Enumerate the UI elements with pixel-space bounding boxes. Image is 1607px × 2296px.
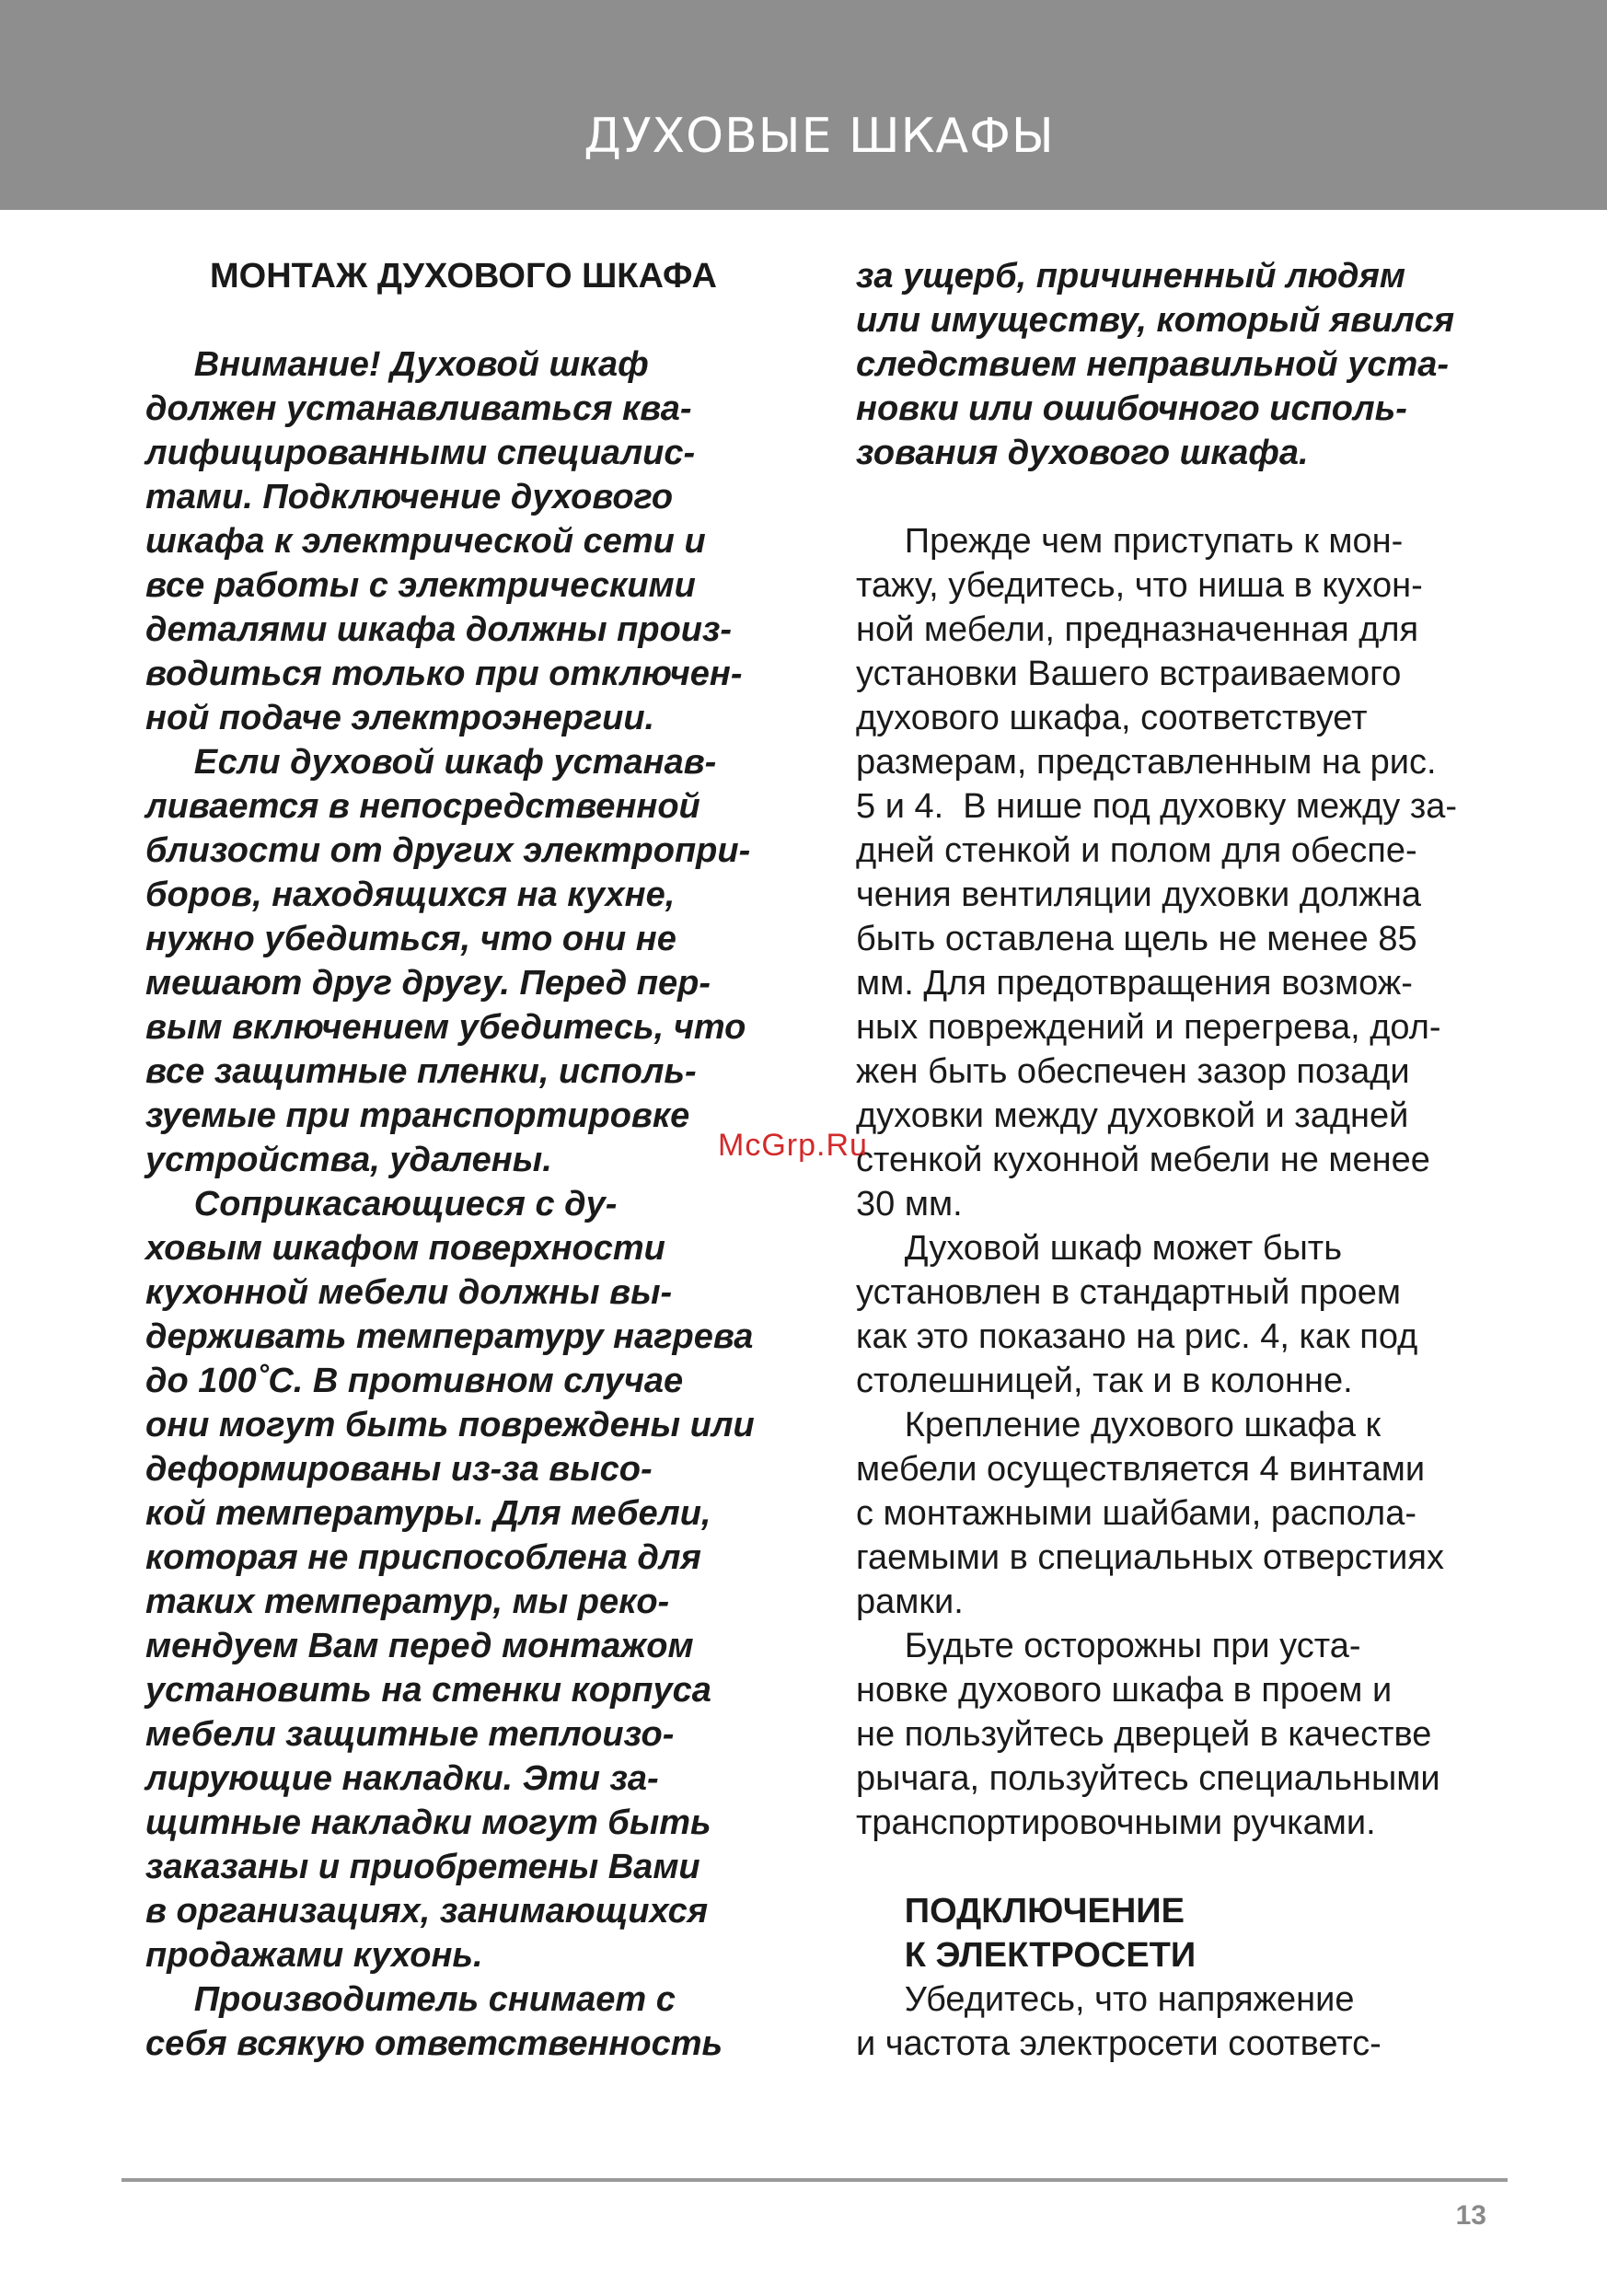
- text-line: они могут быть повреждены или: [145, 1406, 755, 1444]
- text-line: чения вентиляции духовки должна: [856, 875, 1421, 914]
- text-line: устройства, удалены.: [145, 1141, 552, 1179]
- text-line: жен быть обеспечен зазор позади: [856, 1052, 1410, 1091]
- text-line: таких температур, мы реко-: [145, 1583, 670, 1621]
- text-line: 30 мм.: [856, 1185, 963, 1223]
- text-line: новке духового шкафа в проем и: [856, 1671, 1393, 1710]
- text-line: водиться только при отключен-: [145, 655, 743, 693]
- text-line: тами. Подключение духового: [145, 478, 674, 516]
- text-line: рычага, пользуйтесь специальными: [856, 1759, 1440, 1798]
- text-line: деформированы из-за высо-: [145, 1450, 653, 1489]
- text-line: которая не приспособлена для: [145, 1538, 701, 1577]
- text-line: лифицированными специалис-: [145, 434, 696, 472]
- text-line: зования духового шкафа.: [856, 434, 1309, 472]
- header-band: [0, 0, 1607, 210]
- text-line: себя всякую ответственность: [145, 2024, 723, 2063]
- text-line: зуемые при транспортировке: [145, 1096, 690, 1135]
- text-line: Внимание! Духовой шкаф: [145, 345, 649, 384]
- text-line: как это показано на рис. 4, как под: [856, 1317, 1418, 1356]
- text-line: близости от других электропри-: [145, 831, 751, 870]
- text-line: ной мебели, предназначенная для: [856, 610, 1419, 649]
- text-line: размерам, представленным на рис.: [856, 743, 1437, 782]
- text-line: мешают друг другу. Перед пер-: [145, 964, 711, 1003]
- text-line: следствием неправильной уста-: [856, 345, 1450, 384]
- spacer: [856, 1845, 1500, 1889]
- text-line: шкафа к электрической сети и: [145, 522, 706, 561]
- text-line: духового шкафа, соответствует: [856, 699, 1368, 737]
- watermark: McGrp.Ru: [718, 1128, 868, 1163]
- text-line: или имуществу, который явился: [856, 301, 1455, 340]
- text-line: Соприкасающиеся с ду-: [145, 1185, 618, 1223]
- page-title: ДУХОВЫЕ ШКАФЫ: [584, 109, 1055, 164]
- text-line: мм. Для предотвращения возмож-: [856, 964, 1413, 1003]
- text-line: мебели защитные теплоизо-: [145, 1715, 675, 1754]
- text-line: тажу, убедитесь, что ниша в кухон-: [856, 566, 1423, 605]
- text-line: кой температуры. Для мебели,: [145, 1494, 711, 1533]
- text-line: с монтажными шайбами, распола-: [856, 1494, 1416, 1533]
- text-line: ливается в непосредственной: [145, 787, 700, 826]
- text-line: Крепление духового шкафа к: [856, 1406, 1382, 1444]
- left-column: [145, 254, 780, 2066]
- text-line: установки Вашего встраиваемого: [856, 655, 1402, 693]
- text-line: столешницей, так и в колонне.: [856, 1362, 1353, 1400]
- text-line: кухонной мебели должны вы-: [145, 1273, 673, 1312]
- right-tail-paragraph: [856, 1977, 1500, 2066]
- text-line: до 100˚С. В противном случае: [145, 1362, 684, 1400]
- text-line: мендуем Вам перед монтажом: [145, 1627, 694, 1665]
- text-line: все защитные пленки, исполь-: [145, 1052, 697, 1091]
- text-line: за ущерб, причиненный людям: [856, 257, 1405, 296]
- text-line: Будьте осторожны при уста-: [856, 1627, 1361, 1665]
- heading-line: К ЭЛЕКТРОСЕТИ: [856, 1936, 1197, 1975]
- text-line: не пользуйтесь дверцей в качестве: [856, 1715, 1432, 1754]
- text-line: дней стенкой и полом для обеспе-: [856, 831, 1417, 870]
- text-line: Духовой шкаф может быть: [856, 1229, 1343, 1268]
- text-line: установлен в стандартный проем: [856, 1273, 1402, 1312]
- text-line: новки или ошибочного исполь-: [856, 389, 1407, 428]
- text-line: гаемыми в специальных отверстиях: [856, 1538, 1444, 1577]
- spacer: [145, 298, 780, 342]
- section-heading-connection: [856, 1889, 1500, 1977]
- heading-line: ПОДКЛЮЧЕНИЕ: [856, 1892, 1185, 1931]
- text-line: транспортировочными ручками.: [856, 1803, 1376, 1842]
- text-line: духовки между духовкой и задней: [856, 1096, 1409, 1135]
- right-italic-paragraph: [856, 254, 1500, 475]
- text-line: и частота электросети соответс-: [856, 2024, 1382, 2063]
- text-line: заказаны и приобретены Вами: [145, 1848, 700, 1886]
- right-body-paragraphs: [856, 519, 1500, 1845]
- text-line: установить на стенки корпуса: [145, 1671, 711, 1710]
- text-line: 5 и 4. В нише под духовку между за-: [856, 787, 1458, 826]
- right-column: [856, 254, 1500, 2066]
- spacer: [856, 475, 1500, 519]
- text-line: Убедитесь, что напряжение: [856, 1980, 1355, 2019]
- text-line: боров, находящихся на кухне,: [145, 875, 676, 914]
- section-heading-mounting: МОНТАЖ ДУХОВОГО ШКАФА: [210, 257, 717, 296]
- text-line: все работы с электрическими: [145, 566, 696, 605]
- text-line: продажами кухонь.: [145, 1936, 483, 1975]
- text-line: деталями шкафа должны произ-: [145, 610, 733, 649]
- text-line: в организациях, занимающихся: [145, 1892, 709, 1931]
- text-line: ной подаче электроэнергии.: [145, 699, 655, 737]
- footer-rule: [121, 2178, 1508, 2182]
- text-line: рамки.: [856, 1583, 964, 1621]
- text-line: Прежде чем приступать к мон-: [856, 522, 1404, 561]
- text-line: Если духовой шкаф устанав-: [145, 743, 717, 782]
- text-line: ных повреждений и перегрева, дол-: [856, 1008, 1441, 1047]
- page-number: 13: [1455, 2200, 1486, 2231]
- text-line: вым включением убедитесь, что: [145, 1008, 746, 1047]
- text-line: Производитель снимает с: [145, 1980, 676, 2019]
- text-line: держивать температуру нагрева: [145, 1317, 754, 1356]
- left-paragraphs: [145, 342, 780, 2066]
- text-line: ховым шкафом поверхности: [145, 1229, 665, 1268]
- text-line: быть оставлена щель не менее 85: [856, 920, 1417, 958]
- text-line: нужно убедиться, что они не: [145, 920, 676, 958]
- text-line: щитные накладки могут быть: [145, 1803, 711, 1842]
- text-line: мебели осуществляется 4 винтами: [856, 1450, 1426, 1489]
- text-line: стенкой кухонной мебели не менее: [856, 1141, 1430, 1179]
- text-line: лирующие накладки. Эти за-: [145, 1759, 659, 1798]
- text-line: должен устанавливаться ква-: [145, 389, 692, 428]
